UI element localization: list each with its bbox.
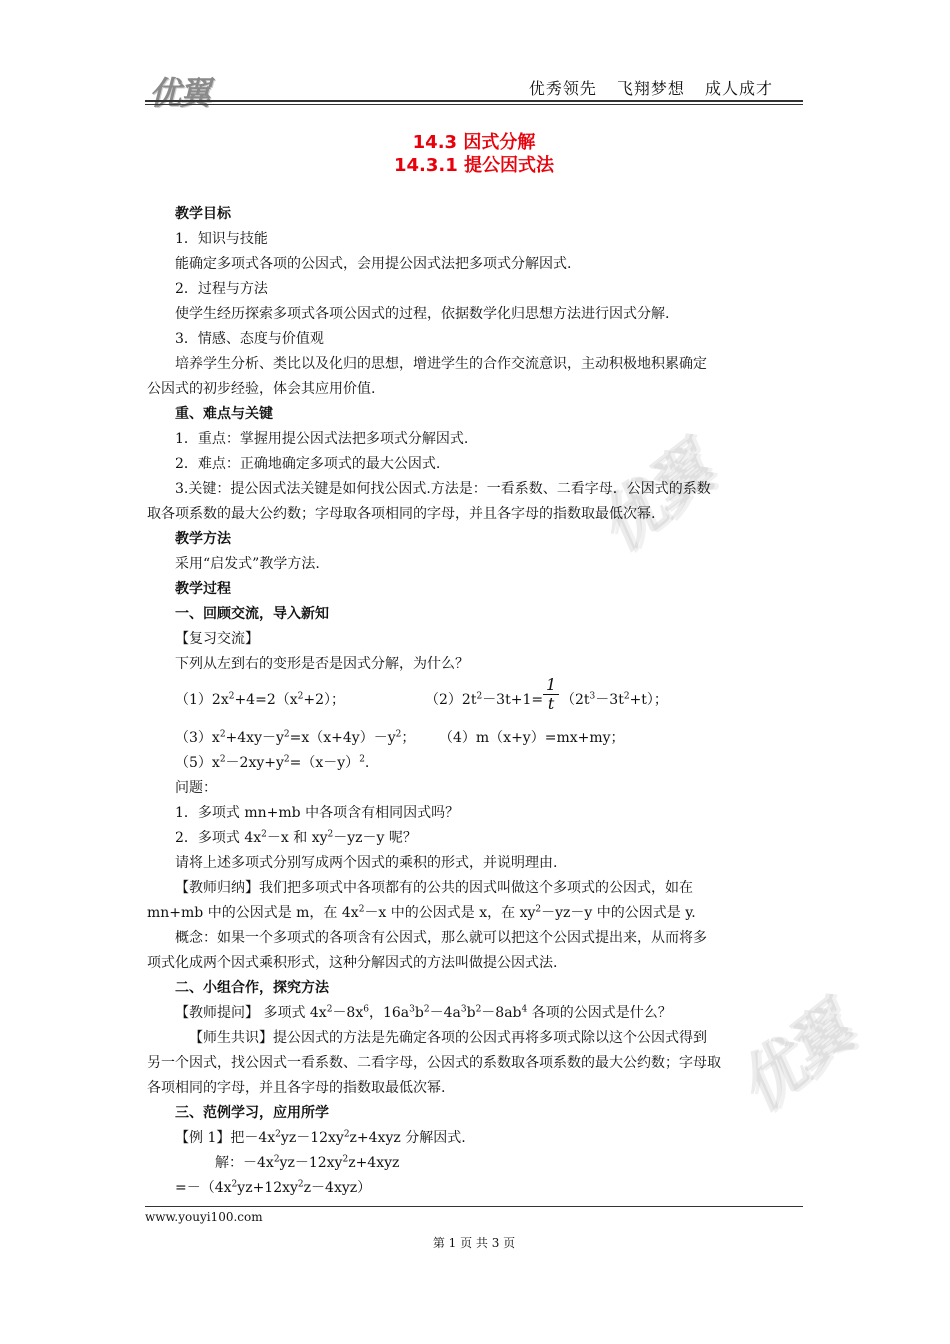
equation: $(2)2t^2-3t+1=$ — [425, 691, 544, 708]
equation: （4）m（x+y）=mx+my； — [439, 730, 625, 746]
equation: $(1)2x^2+4=2(x^2+2)$； — [175, 691, 345, 708]
footer-url: www.youyi100.com — [145, 1210, 263, 1224]
page-header — [145, 66, 803, 112]
paragraph: 【复习交流】 — [175, 631, 259, 647]
paragraph: 下列从左到右的变形是否是因式分解，为什么？ — [175, 656, 469, 672]
paragraph: 使学生经历探索多项式各项公因式的过程，依据数学化归思想方法进行因式分解. — [175, 306, 670, 322]
example-statement: 【例 1】把$-4x^2yz-12xy^2z+4xyz$ 分解因式. — [175, 1129, 466, 1146]
paragraph: mn+mb 中的公因式是 m，在 $4x^2-x$ 中的公因式是 x，在 $xy^2-yz-y$ 中的公因式是 y. — [147, 904, 696, 921]
paragraph: 2．难点：正确地确定多项式的最大公因式. — [175, 456, 441, 472]
paragraph: 2．过程与方法 — [175, 281, 268, 297]
paragraph: 公因式的初步经验，体会其应用价值. — [147, 381, 376, 397]
watermark-logo: 优翼 — [723, 994, 864, 1127]
watermark-logo: 优翼 — [583, 434, 724, 567]
section-heading: 教学过程 — [175, 581, 231, 597]
fraction-denominator: t — [547, 694, 555, 713]
paragraph: 请将上述多项式分别写成两个因式的乘积的形式，并说明理由. — [175, 855, 558, 871]
solution-line: 解：$-4x^2yz-12xy^2z+4xyz$ — [215, 1154, 400, 1171]
paragraph: 概念：如果一个多项式的各项含有公因式，那么就可以把这个公因式提出来，从而将多 — [175, 930, 707, 946]
fraction — [543, 676, 559, 713]
header-slogan: 优秀领先 飞翔梦想 成人成才 — [528, 79, 773, 98]
document-title: 14.3 因式分解 — [412, 132, 536, 153]
document-subtitle: 14.3.1 提公因式法 — [393, 155, 555, 176]
section-heading: 三、范例学习，应用所学 — [175, 1105, 329, 1121]
section-heading: 重、难点与关键 — [175, 406, 273, 422]
header-rule-thin — [145, 104, 803, 105]
paragraph: 问题： — [175, 780, 217, 796]
equation: $(5)x^2-2xy+y^2=(x-y)^2$. — [175, 754, 370, 771]
paragraph: 3.关键：提公因式法关键是如何找公因式.方法是：一看系数、二看字母．公因式的系数 — [175, 481, 711, 497]
paragraph: 各项相同的字母，并且各字母的指数取最低次幂. — [147, 1080, 446, 1096]
paragraph: 项式化成两个因式乘积形式，这种分解因式的方法叫做提公因式法. — [147, 955, 558, 971]
paragraph: 2．多项式 $4x^2-x$ 和 $xy^2-yz-y$ 呢？ — [175, 829, 417, 846]
paragraph: 【教师提问】 多项式 $4x^2-8x^6$，$16a^3b^2-4a^3b^2-8ab^4$ 各项的公因式是什么？ — [175, 1004, 672, 1021]
paragraph: 能确定多项式各项的公因式，会用提公因式法把多项式分解因式. — [175, 256, 572, 272]
equation: $(3)x^2+4xy-y^2=x(x+4y)-y^2$； — [175, 729, 416, 746]
paragraph: 1．多项式 mn+mb 中各项含有相同因式吗？ — [175, 805, 460, 821]
section-heading: 教学方法 — [175, 531, 231, 547]
section-heading: 一、回顾交流，导入新知 — [175, 606, 329, 622]
paragraph: 采用“启发式”教学方法. — [175, 556, 320, 572]
paragraph: 【师生共识】提公因式的方法是先确定各项的公因式再将多项式除以这个公因式得到 — [189, 1030, 707, 1046]
fraction-numerator: 1 — [543, 676, 559, 695]
page-number: 第 1 页 共 3 页 — [432, 1236, 516, 1250]
section-heading: 教学目标 — [175, 206, 231, 222]
paragraph: 取各项系数的最大公约数；字母取各项相同的字母，并且各字母的指数取最低次幂. — [147, 506, 656, 522]
paragraph: 1．知识与技能 — [175, 231, 268, 247]
solution-line: $=-(4x^2yz+12xy^2z-4xyz)$ — [175, 1179, 372, 1196]
paragraph: 1．重点：掌握用提公因式法把多项式分解因式. — [175, 431, 469, 447]
paragraph: 3．情感、态度与价值观 — [175, 331, 324, 347]
footer-rule — [145, 1206, 803, 1207]
paragraph: 另一个因式，找公因式一看系数、二看字母，公因式的系数取各项系数的最大公约数；字母取 — [147, 1055, 721, 1071]
header-rule — [145, 100, 803, 102]
paragraph: 培养学生分析、类比以及化归的思想，增进学生的合作交流意识，主动积极地积累确定 — [175, 356, 707, 372]
section-heading: 二、小组合作，探究方法 — [175, 980, 329, 996]
brand-logo: 优翼 — [149, 74, 210, 112]
equation: $(2t^3-3t^2+t)$； — [561, 691, 668, 708]
paragraph: 【教师归纳】我们把多项式中各项都有的公共的因式叫做这个多项式的公因式，如在 — [175, 880, 693, 896]
